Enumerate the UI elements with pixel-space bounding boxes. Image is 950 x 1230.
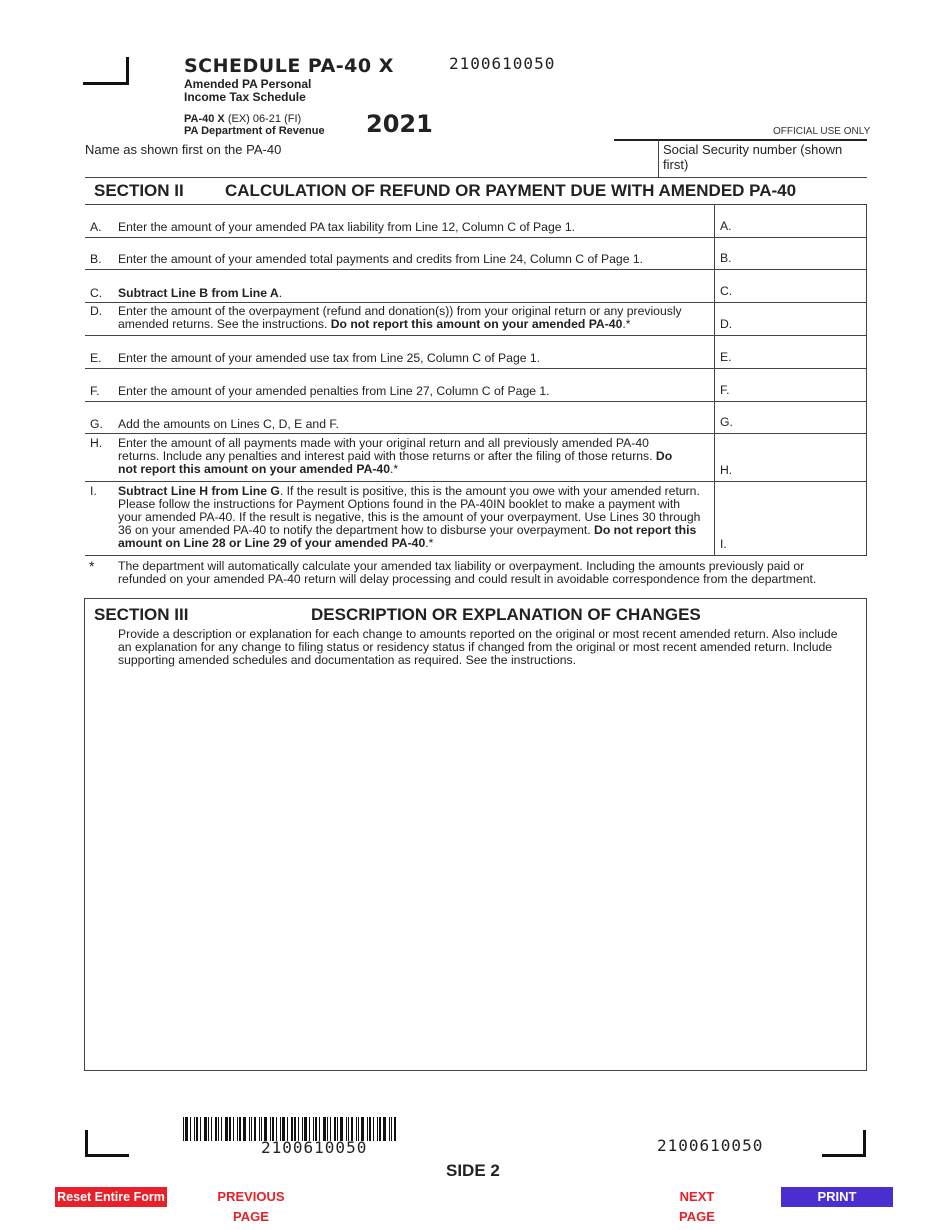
- box-label: A.: [720, 219, 732, 233]
- line-text: [118, 485, 703, 550]
- barcode-bar: [196, 1117, 198, 1141]
- line-a-row: [85, 205, 867, 238]
- department-name: PA Department of Revenue: [184, 125, 325, 137]
- line-i-amount[interactable]: [714, 482, 867, 555]
- line-g-row: [85, 402, 867, 434]
- line-text: [118, 305, 708, 331]
- barcode-bar: [383, 1117, 386, 1141]
- line-text-post: .*: [425, 536, 434, 550]
- line-d-row: [85, 303, 867, 336]
- form-code-bold: PA-40 X: [184, 113, 225, 125]
- line-letter: A.: [90, 220, 102, 234]
- line-text: Add the amounts on Lines C, D, E and F.: [118, 417, 339, 431]
- section-3-instructions: Provide a description or explanation for each change to amounts reported on the original or most recent amended return. Also include an explanation for any change to filing status or residency status if changed from the original or most recent amended return. Include supporting amended schedules and documentation as required. See the instructions.: [118, 627, 838, 667]
- line-e-row: [85, 336, 867, 369]
- barcode-bar: [259, 1117, 260, 1141]
- line-letter: F.: [90, 384, 100, 398]
- line-f-amount[interactable]: [714, 369, 867, 401]
- line-h-amount[interactable]: [714, 434, 867, 481]
- explanation-textarea[interactable]: [118, 671, 853, 1061]
- barcode-bar: [254, 1117, 256, 1141]
- line-text-post: .*: [389, 462, 399, 476]
- reset-form-button[interactable]: Reset Entire Form: [55, 1187, 167, 1207]
- line-text-pre: Enter the amount of all payments made with your original return and all previously amended PA-40 returns. Include any penalties and interest paid with those returns or after the filing of those returns.: [118, 436, 656, 463]
- barcode-bar: [377, 1117, 378, 1141]
- subtitle-line-1: Amended PA Personal: [184, 77, 312, 91]
- section-2-title: CALCULATION OF REFUND OR PAYMENT DUE WITH AMENDED PA-40: [225, 181, 797, 200]
- line-h-row: [85, 434, 867, 482]
- barcode-bar: [185, 1117, 188, 1141]
- line-text-post: .*: [622, 317, 631, 331]
- barcode-bar: [194, 1117, 195, 1141]
- barcode-bar: [229, 1117, 231, 1141]
- name-field[interactable]: [85, 142, 281, 157]
- registration-mark-top-left: [83, 57, 129, 85]
- document-number: 2100610050: [449, 54, 556, 73]
- barcode-bar: [369, 1117, 371, 1141]
- barcode-bar: [200, 1117, 201, 1141]
- name-label: Name as shown first on the PA-40: [85, 142, 282, 157]
- barcode-bar: [394, 1117, 396, 1141]
- name-ssn-row: [85, 140, 867, 178]
- line-c-amount[interactable]: [714, 270, 867, 302]
- line-text: [118, 287, 708, 300]
- line-text-mid: . If the result is positive, this is the amount you owe with your amended return. Please follow the instructions for Payment Options found in the PA-40IN booklet to make a payment with your amended PA-40. If the result is negative, this is the amount of your overpayment. Use Lines 30 through 36 on your amended PA-40 to notify the department how to disburse your overpayment.: [118, 484, 701, 537]
- barcode-bar: [183, 1117, 184, 1141]
- line-text: Enter the amount of your amended use tax from Line 25, Column C of Page 1.: [118, 351, 541, 365]
- barcode-bar: [225, 1117, 228, 1141]
- line-letter: G.: [90, 417, 103, 431]
- box-label: D.: [720, 317, 733, 331]
- side-label: SIDE 2: [446, 1161, 500, 1180]
- box-label: E.: [720, 350, 732, 364]
- line-text-bold: Do not report this amount on your amended PA-40: [330, 317, 623, 331]
- barcode-bar: [379, 1117, 381, 1141]
- line-d-amount[interactable]: [714, 303, 867, 335]
- box-label: F.: [720, 383, 730, 397]
- box-label: G.: [720, 415, 733, 429]
- barcode-bar: [373, 1117, 374, 1141]
- line-c-row: [85, 270, 867, 303]
- barcode-bar: [389, 1117, 390, 1141]
- footnote-mark: *: [89, 558, 95, 574]
- barcode-bar: [215, 1117, 217, 1141]
- barcode-bar: [243, 1117, 246, 1141]
- line-g-amount[interactable]: [714, 402, 867, 433]
- ssn-field[interactable]: [658, 140, 867, 178]
- box-label: B.: [720, 251, 732, 265]
- barcode-bar: [211, 1117, 212, 1141]
- line-text-bold: Subtract Line H from Line G: [118, 484, 280, 498]
- barcode-bar: [221, 1117, 222, 1141]
- barcode-bar: [239, 1117, 241, 1141]
- line-e-amount[interactable]: [714, 336, 867, 368]
- line-text-bold: Do not report this amount on your amended PA-40: [118, 449, 673, 476]
- registration-mark-bottom-left: [85, 1130, 129, 1157]
- barcode-bar: [237, 1117, 238, 1141]
- line-text-bold-2: Do not report this amount on Line 28 or Line 29 of your amended PA-40: [118, 523, 697, 550]
- print-button[interactable]: PRINT: [781, 1187, 893, 1207]
- barcode-bar: [249, 1117, 250, 1141]
- line-letter: H.: [90, 436, 103, 450]
- line-letter: E.: [90, 351, 102, 365]
- tax-year: 2021: [366, 110, 433, 138]
- line-text: Enter the amount of your amended penalties from Line 27, Column C of Page 1.: [118, 384, 550, 398]
- line-text: Enter the amount of your amended PA tax liability from Line 12, Column C of Page 1.: [118, 220, 576, 234]
- box-label: H.: [720, 463, 733, 477]
- schedule-subtitle: [184, 78, 311, 104]
- form-code-rest: (EX) 06-21 (FI): [224, 113, 302, 125]
- section-2-label: SECTION II: [94, 181, 184, 200]
- section-3-box: [84, 598, 867, 1071]
- line-letter: I.: [90, 484, 97, 498]
- line-b-amount[interactable]: [714, 238, 867, 269]
- schedule-title: SCHEDULE PA-40 X: [184, 55, 394, 77]
- line-a-amount[interactable]: [714, 205, 867, 237]
- barcode-bar: [251, 1117, 252, 1141]
- next-page-button[interactable]: NEXT PAGE: [679, 1189, 715, 1224]
- barcode-bar: [391, 1117, 392, 1141]
- footer-document-number: 2100610050: [657, 1136, 764, 1155]
- registration-mark-bottom-right: [822, 1130, 866, 1157]
- line-text-pre: Enter the amount of the overpayment (refund and donation(s)) from your original return or any previously amended returns. See the instructions.: [118, 304, 682, 331]
- subtitle-line-2: Income Tax Schedule: [184, 90, 306, 104]
- barcode-bar: [208, 1117, 209, 1141]
- section-3-label: SECTION III: [94, 605, 189, 624]
- barcode-bar: [204, 1117, 207, 1141]
- ssn-label: Social Security number (shown first): [663, 142, 843, 172]
- line-text: [118, 437, 693, 476]
- barcode-bar: [233, 1117, 234, 1141]
- barcode-number: 2100610050: [261, 1138, 368, 1157]
- line-letter: C.: [90, 286, 103, 300]
- barcode-bar: [218, 1117, 219, 1141]
- line-i-row: [85, 482, 867, 556]
- form-code: [184, 113, 325, 137]
- line-f-row: [85, 369, 867, 402]
- calculation-table: [85, 204, 867, 556]
- barcode-bar: [190, 1117, 191, 1141]
- line-letter: D.: [90, 304, 103, 318]
- section-3-title: DESCRIPTION OR EXPLANATION OF CHANGES: [311, 605, 701, 624]
- line-text: Enter the amount of your amended total payments and credits from Line 24, Column C of Page 1.: [118, 252, 644, 266]
- box-label: I.: [720, 537, 727, 551]
- line-letter: B.: [90, 252, 102, 266]
- official-use-label: OFFICIAL USE ONLY: [773, 126, 871, 137]
- line-text-bold: Subtract Line B from Line A: [118, 286, 279, 300]
- box-label: C.: [720, 284, 733, 298]
- line-text-rest: .: [278, 286, 283, 300]
- previous-page-button[interactable]: PREVIOUS PAGE: [217, 1189, 285, 1224]
- line-b-row: [85, 238, 867, 270]
- footnote-text: The department will automatically calculate your amended tax liability or overpayment. Including the amounts previously paid or refunded on your amended PA-40 return will delay processing and could result in avoidable correspondence from the department.: [118, 559, 817, 586]
